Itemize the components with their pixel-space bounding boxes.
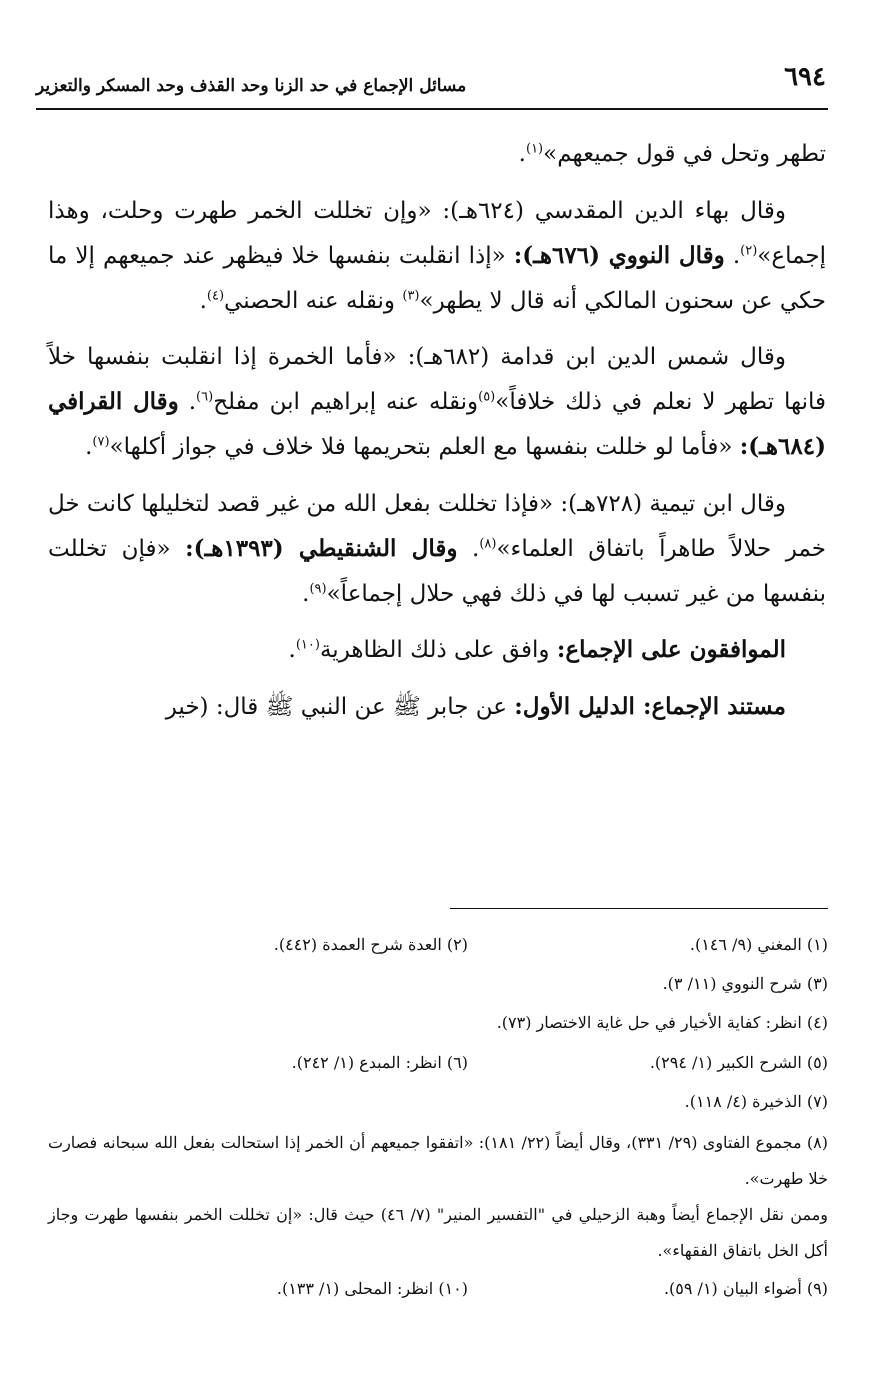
- footnote-8-text: (٨) مجموع الفتاوى (٢٩/ ٣٣١)، وقال أيضاً (٢٢/ ١٨١): «اتفقوا جميعهم أن الخمر إذا استحالت بفعل الله سبحانه فصارت خلا طهرت».: [48, 1132, 828, 1188]
- footnote-8: [48, 1125, 828, 1269]
- header-divider: [36, 108, 828, 110]
- text-run: .: [457, 535, 480, 562]
- text-run: عن جابر ﷺ عن النبي ﷺ قال: (خير: [165, 694, 515, 721]
- text-run: ونقله عنه الحصني: [224, 287, 403, 314]
- footnote-6: (٦) انظر: المبدع (١/ ٢٤٢).: [291, 1052, 468, 1072]
- footnote-ref[interactable]: (٥): [478, 389, 496, 405]
- text-run: «فإن تخللت بنفسها من غير تسبب لها في ذلك فهي حلال إجماعاً»: [48, 535, 826, 607]
- footnotes: [48, 925, 828, 1308]
- footnote-9: (٩) أضواء البيان (١/ ٥٩).: [663, 1278, 828, 1298]
- footnote-divider: [450, 908, 828, 909]
- footnote-3: (٣) شرح النووي (١١/ ٣).: [662, 974, 828, 994]
- paragraph-1: [48, 132, 826, 177]
- paragraph-2: [48, 189, 826, 324]
- footnote-row: [48, 1082, 828, 1121]
- text-run: .: [724, 242, 741, 269]
- footnote-10: (١٠) انظر: المحلى (١/ ١٣٣).: [276, 1278, 468, 1298]
- text-run: .: [178, 389, 197, 416]
- page-header: [36, 62, 826, 102]
- footnote-ref[interactable]: (٩): [309, 580, 327, 596]
- footnote-ref[interactable]: (٤): [206, 287, 225, 303]
- footnote-ref[interactable]: (٦): [196, 389, 214, 405]
- text-run: «إذا انقلبت بنفسها خلا فيظهر عند جميعهم إلا ما حكي عن سحنون المالكي أنه قال لا يطهر»: [48, 242, 826, 314]
- text-run: تطهر وتحل في قول جميعهم»: [543, 141, 826, 167]
- paragraph-6: [48, 685, 826, 730]
- bold-run: مستند الإجماع: الدليل الأول:: [514, 693, 786, 721]
- footnote-ref[interactable]: (١): [525, 141, 544, 157]
- text-run: .: [288, 637, 296, 664]
- text-run: وقال ابن تيمية (٧٢٨هـ): «فإذا تخللت بفعل الله من غير قصد لتخليلها كانت خل خمر حلالاً طاهراً باتفاق العلماء»: [47, 490, 827, 562]
- bold-run: الموافقون على الإجماع:: [556, 636, 786, 664]
- bold-run: وقال القرافي (٦٨٤هـ):: [48, 388, 826, 461]
- footnote-2: (٢) العدة شرح العمدة (٤٤٢).: [273, 935, 468, 954]
- paragraph-3: [48, 335, 826, 470]
- text-run: وافق على ذلك الظاهرية: [319, 637, 557, 664]
- footnote-ref[interactable]: (٧): [92, 434, 110, 450]
- bold-run: وقال النووي (٦٧٦هـ):: [513, 241, 725, 269]
- text-run: «فأما لو خللت بنفسها مع العلم بتحريمها فلا خلاف في جواز أكلها»: [109, 434, 740, 461]
- text-run: .: [302, 580, 310, 607]
- main-text: [48, 132, 826, 742]
- paragraph-5: [48, 628, 826, 673]
- footnote-row: [48, 1269, 828, 1308]
- text-run: .: [199, 287, 207, 314]
- footnote-row: [48, 1043, 828, 1082]
- footnote-8-continuation: وممن نقل الإجماع أيضاً وهبة الزحيلي في "التفسير المنير" (٧/ ٤٦) حيث قال: «إن تخللت الخمر بنفسها طهرت وجاز أكل الخل باتفاق الفقهاء».: [48, 1204, 829, 1260]
- running-title: مسائل الإجماع في حد الزنا وحد القذف وحد المسكر والتعزير: [36, 76, 467, 96]
- footnote-ref[interactable]: (٣): [402, 287, 420, 303]
- text-run: ونقله عنه إبراهيم ابن مفلح: [213, 389, 479, 416]
- footnote-7: (٧) الذخيرة (٤/ ١١٨).: [684, 1091, 828, 1111]
- page-number: ٦٩٤: [784, 62, 826, 92]
- text-run: وقال بهاء الدين المقدسي (٦٢٤هـ): «وإن تخللت الخمر طهرت وحلت، وهذا إجماع»: [48, 197, 827, 269]
- footnote-1: (١) المغني (٩/ ١٤٦).: [689, 935, 828, 954]
- footnote-ref[interactable]: (٢): [740, 243, 758, 259]
- footnote-ref[interactable]: (٨): [479, 536, 497, 552]
- text-run: وقال شمس الدين ابن قدامة (٦٨٢هـ): «فأما الخمرة إذا انقلبت بنفسها خلاً فانها تطهر لا نعلم في ذلك خلافاً»: [48, 344, 826, 416]
- footnote-ref[interactable]: (١٠): [295, 637, 320, 653]
- bold-run: وقال الشنقيطي (١٣٩٣هـ):: [185, 534, 458, 562]
- text-run: .: [85, 434, 93, 461]
- paragraph-4: [48, 482, 826, 617]
- footnote-5: (٥) الشرح الكبير (١/ ٢٩٤).: [649, 1052, 828, 1072]
- footnote-row: [48, 1003, 828, 1042]
- footnote-4: (٤) انظر: كفاية الأخيار في حل غاية الاختصار (٧٣).: [496, 1013, 828, 1033]
- footnote-row: [48, 964, 828, 1003]
- footnote-row: [48, 925, 828, 964]
- text-run: .: [518, 141, 526, 167]
